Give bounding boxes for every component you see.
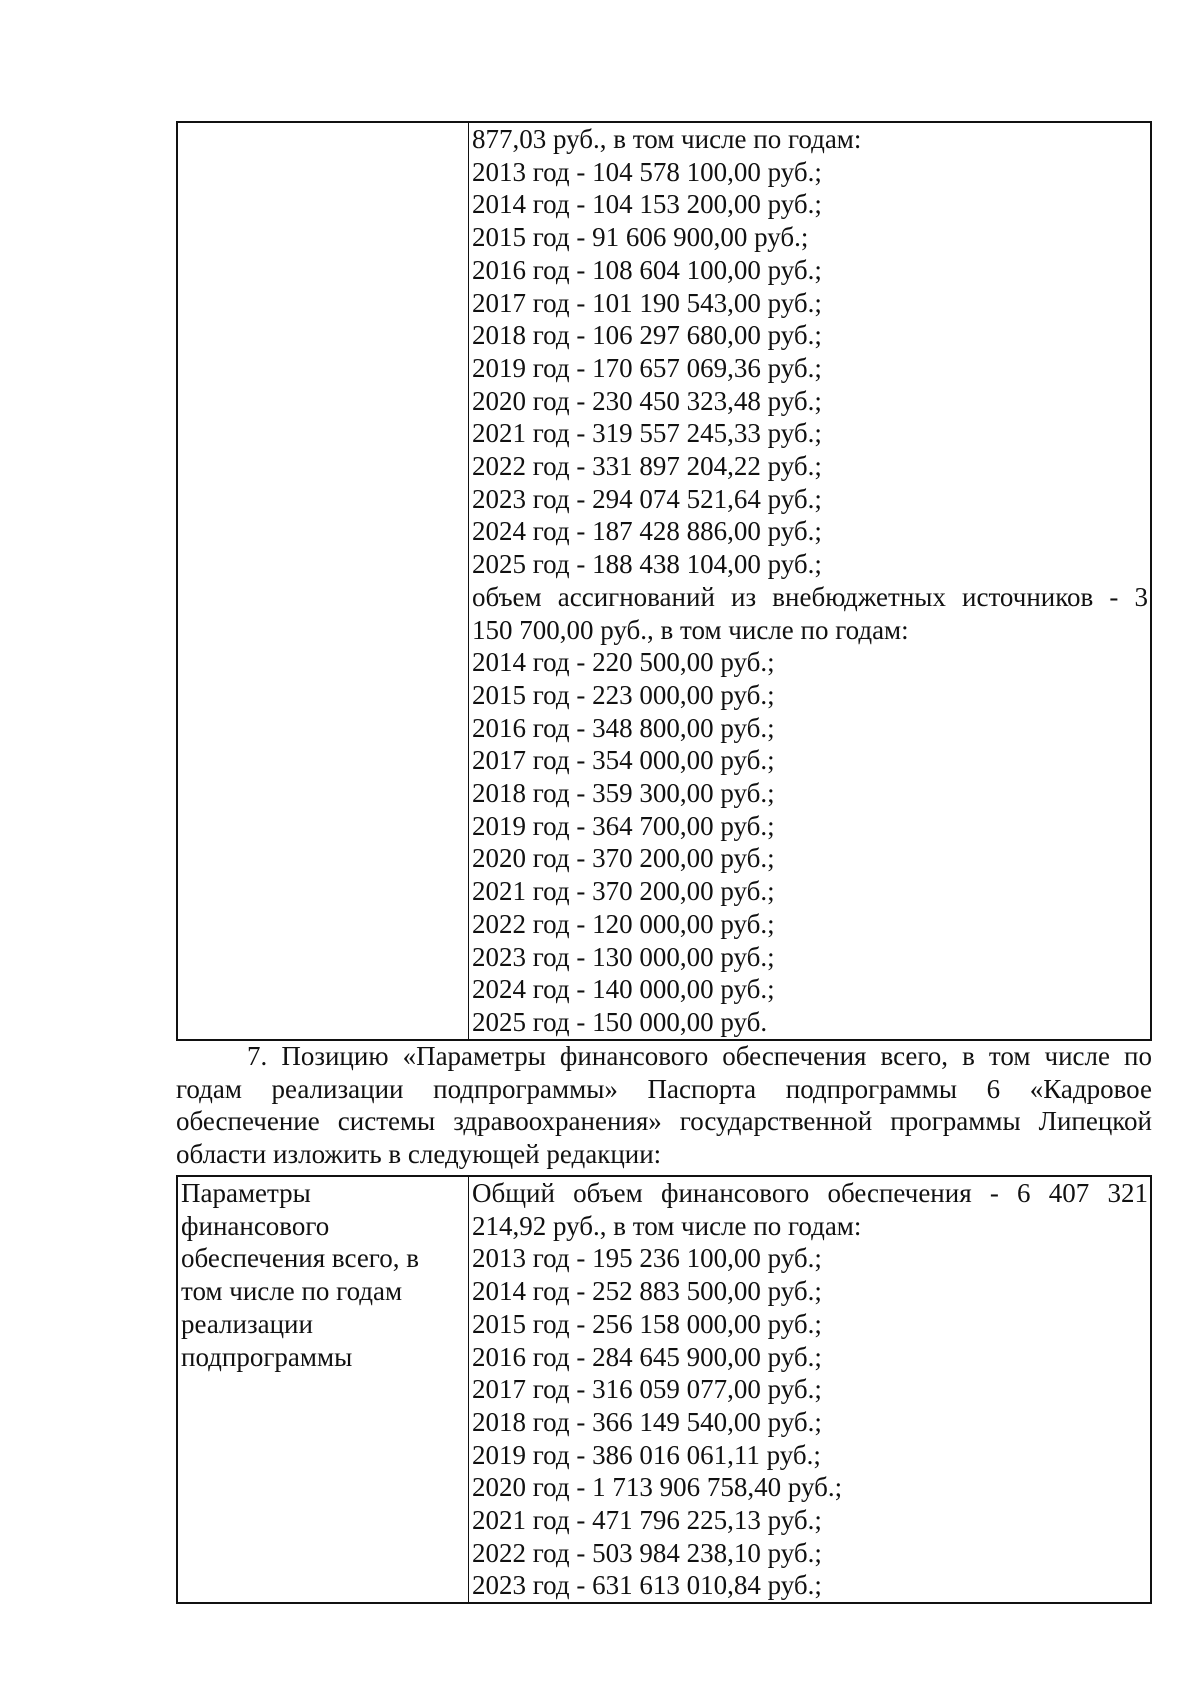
funding-line: 2016 год - 348 800,00 руб.;	[472, 712, 775, 743]
funding-line: 2024 год - 140 000,00 руб.;	[472, 974, 775, 1005]
parameter-line: Параметры	[181, 1178, 311, 1208]
funding-line: 2015 год - 91 606 900,00 руб.;	[472, 222, 809, 253]
funding-line: 214,92 руб., в том числе по годам:	[472, 1210, 862, 1241]
funding-line: 2022 год - 331 897 204,22 руб.;	[472, 451, 822, 482]
paragraph-line: области изложить в следующей редакции:	[176, 1139, 662, 1170]
funding-line: 2018 год - 366 149 540,00 руб.;	[472, 1406, 822, 1437]
funding-table-continued	[176, 121, 1152, 1041]
funding-line: 2015 год - 256 158 000,00 руб.;	[472, 1308, 822, 1339]
funding-line: 2013 год - 104 578 100,00 руб.;	[472, 156, 822, 187]
funding-line: 2013 год - 195 236 100,00 руб.;	[472, 1243, 822, 1274]
funding-line: 2015 год - 223 000,00 руб.;	[472, 679, 775, 710]
funding-line: 2021 год - 370 200,00 руб.;	[472, 876, 775, 907]
paragraph-line: обеспечение системы здравоохранения» государственной программы Липецкой	[176, 1106, 1152, 1137]
funding-line: 2019 год - 170 657 069,36 руб.;	[472, 352, 822, 383]
funding-parameters-table	[176, 1175, 1152, 1604]
funding-line: 150 700,00 руб., в том числе по годам:	[472, 614, 909, 645]
parameter-name-cell	[177, 1176, 469, 1603]
funding-line: 2025 год - 188 438 104,00 руб.;	[472, 549, 822, 580]
funding-line: 2016 год - 108 604 100,00 руб.;	[472, 254, 822, 285]
funding-line: Общий объем финансового обеспечения - 6 407 321	[472, 1178, 1148, 1208]
parameter-line: финансового	[181, 1210, 330, 1241]
funding-line: 2016 год - 284 645 900,00 руб.;	[472, 1341, 822, 1372]
funding-values-cell	[469, 122, 1152, 1040]
funding-line: 2025 год - 150 000,00 руб.	[472, 1006, 768, 1037]
parameter-line: том числе по годам	[181, 1276, 403, 1307]
funding-line: 2017 год - 316 059 077,00 руб.;	[472, 1374, 822, 1405]
parameter-cell-empty	[177, 122, 469, 1040]
table-row	[177, 122, 1151, 1040]
funding-line: 2018 год - 106 297 680,00 руб.;	[472, 320, 822, 351]
funding-line: 2014 год - 220 500,00 руб.;	[472, 647, 775, 678]
funding-line: 2024 год - 187 428 886,00 руб.;	[472, 516, 822, 547]
funding-values-cell	[469, 1176, 1152, 1603]
funding-line: объем ассигнований из внебюджетных источников - 3	[472, 581, 1148, 612]
funding-line: 2023 год - 294 074 521,64 руб.;	[472, 483, 822, 514]
amendment-paragraph	[176, 1040, 1152, 1171]
funding-line: 2019 год - 364 700,00 руб.;	[472, 810, 775, 841]
table-row	[177, 1176, 1151, 1603]
parameter-line: реализации	[181, 1308, 313, 1339]
parameter-line: обеспечения всего, в	[181, 1243, 419, 1274]
funding-line: 2023 год - 631 613 010,84 руб.;	[472, 1570, 822, 1601]
funding-line: 2018 год - 359 300,00 руб.;	[472, 778, 775, 809]
funding-line: 2021 год - 471 796 225,13 руб.;	[472, 1505, 822, 1536]
funding-line: 2019 год - 386 016 061,11 руб.;	[472, 1439, 821, 1470]
funding-line: 2017 год - 354 000,00 руб.;	[472, 745, 775, 776]
funding-line: 2020 год - 370 200,00 руб.;	[472, 843, 775, 874]
funding-line: 2023 год - 130 000,00 руб.;	[472, 941, 775, 972]
parameter-line: подпрограммы	[181, 1341, 353, 1372]
funding-line: 2014 год - 252 883 500,00 руб.;	[472, 1276, 822, 1307]
funding-line: 877,03 руб., в том числе по годам:	[472, 124, 862, 154]
funding-line: 2017 год - 101 190 543,00 руб.;	[472, 287, 822, 318]
paragraph-line: годам реализации подпрограммы» Паспорта подпрограммы 6 «Кадровое	[176, 1073, 1152, 1104]
funding-line: 2020 год - 230 450 323,48 руб.;	[472, 385, 822, 416]
funding-line: 2022 год - 120 000,00 руб.;	[472, 908, 775, 939]
paragraph-line: 7. Позицию «Параметры финансового обеспечения всего, в том числе по	[247, 1041, 1152, 1071]
funding-line: 2020 год - 1 713 906 758,40 руб.;	[472, 1472, 843, 1503]
funding-line: 2014 год - 104 153 200,00 руб.;	[472, 189, 822, 220]
funding-line: 2021 год - 319 557 245,33 руб.;	[472, 418, 822, 449]
funding-line: 2022 год - 503 984 238,10 руб.;	[472, 1537, 822, 1568]
